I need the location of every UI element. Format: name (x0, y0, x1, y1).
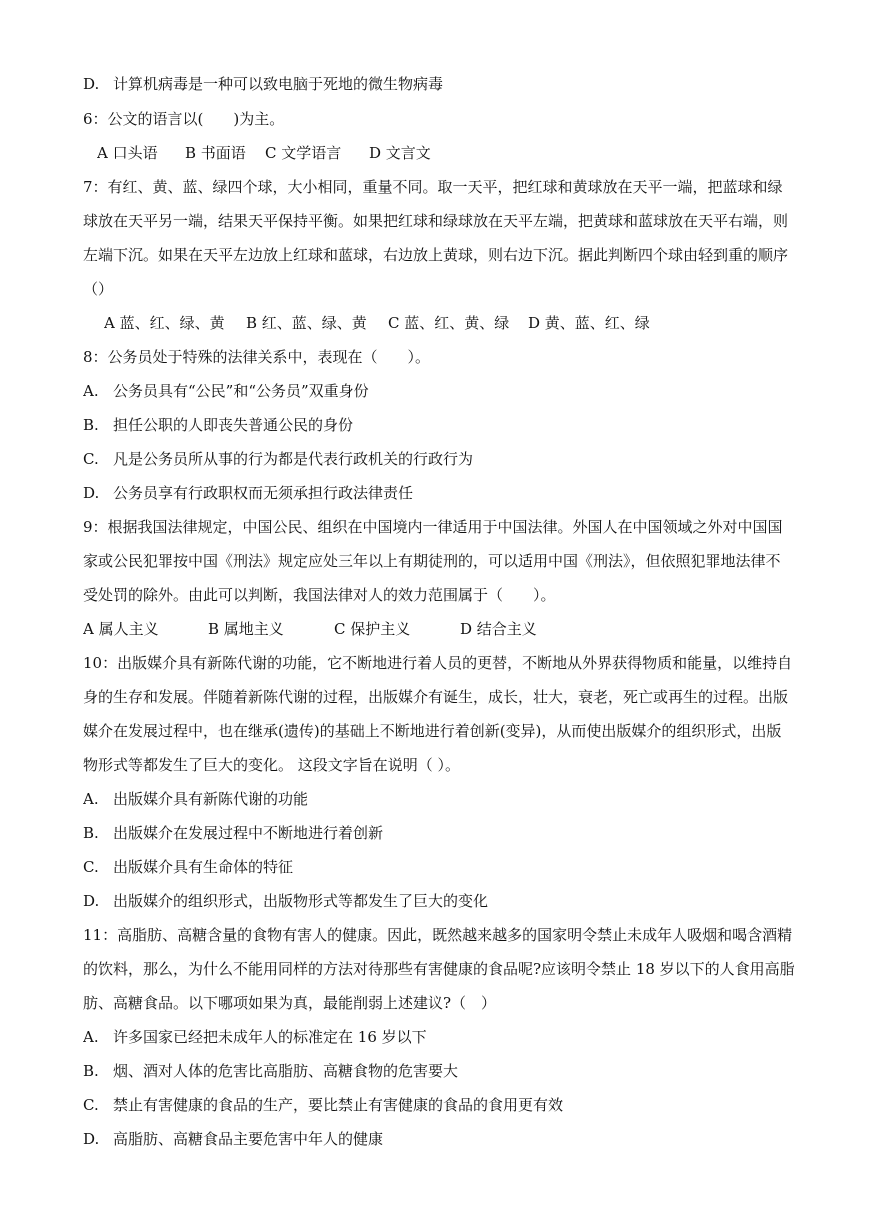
option-text: 计算机病毒是一种可以致电脑于死地的微生物病毒 (113, 75, 444, 93)
q6-option-c: C 文学语言 (265, 144, 342, 162)
q6-option-d: D 文言文 (369, 144, 431, 162)
q9-options (83, 619, 803, 639)
option-letter: C. (83, 1096, 99, 1114)
q11-stem-line-1: 11：高脂肪、高糖含量的食物有害人的健康。因此，既然越来越多的国家明令禁止未成年人吸烟和喝含酒精 (83, 926, 793, 944)
q6-option-b: B 书面语 (185, 144, 246, 162)
q10-stem-line-4: 物形式等都发生了巨大的变化。 这段文字旨在说明（ ）。 (83, 756, 461, 774)
q10-option-d (83, 891, 803, 911)
q10-stem-line-1: 10：出版媒介具有新陈代谢的功能，它不断地进行着人员的更替，不断地从外界获得物质和能量，以维持自 (83, 654, 793, 672)
option-letter: A. (83, 382, 99, 400)
q9-stem-line-3: 受处罚的除外。由此可以判断，我国法律对人的效力范围属于（ ）。 (83, 586, 556, 604)
q7-stem-line-2: 球放在天平另一端，结果天平保持平衡。如果把红球和绿球放在天平左端，把黄球和蓝球放在天平右端，则 (83, 212, 789, 230)
option-text: 出版媒介具有新陈代谢的功能 (113, 790, 309, 808)
q9-option-d: D 结合主义 (460, 620, 537, 638)
q7-stem-line-1: 7：有红、黄、蓝、绿四个球，大小相同，重量不同。取一天平，把红球和黄球放在天平一端，把蓝球和绿 (83, 178, 783, 196)
q10-option-a (83, 789, 803, 809)
q8-stem: 8：公务员处于特殊的法律关系中，表现在（ ）。 (83, 348, 431, 366)
option-text: 许多国家已经把未成年人的标准定在 16 岁以下 (113, 1028, 427, 1046)
q8-option-b (83, 415, 803, 435)
q7-option-a: A 蓝、红、绿、黄 (104, 314, 225, 332)
q10-option-b (83, 823, 803, 843)
option-text: 公务员享有行政职权而无须承担行政法律责任 (113, 484, 414, 502)
option-text: 出版媒介在发展过程中不断地进行着创新 (113, 824, 384, 842)
option-letter: C. (83, 450, 99, 468)
q10-stem-line-3: 媒介在发展过程中，也在继承(遗传)的基础上不断地进行着创新(变异)，从而使出版媒介的组织形式，出版 (83, 722, 782, 740)
option-text: 担任公职的人即丧失普通公民的身份 (113, 416, 354, 434)
q9-stem-line-2: 家或公民犯罪按中国《刑法》规定应处三年以上有期徒刑的，可以适用中国《刑法》，但依照犯罪地法律不 (83, 552, 781, 570)
option-text: 出版媒介的组织形式，出版物形式等都发生了巨大的变化 (113, 892, 489, 910)
option-text: 禁止有害健康的食品的生产，要比禁止有害健康的食品的食用更有效 (113, 1096, 564, 1114)
q11-option-c (83, 1095, 803, 1115)
option-letter: D. (83, 892, 100, 910)
q7-option-d: D 黄、蓝、红、绿 (528, 314, 650, 332)
q6-options (97, 143, 817, 163)
option-letter: C. (83, 858, 99, 876)
q5-option-d (83, 74, 803, 94)
q8-option-d (83, 483, 803, 503)
q8-option-a (83, 381, 803, 401)
option-letter: A. (83, 1028, 99, 1046)
q9-option-a: A 属人主义 (83, 620, 159, 638)
q9-option-b: B 属地主义 (208, 620, 284, 638)
option-letter: D. (83, 1130, 100, 1148)
q6-stem: 6：公文的语言以( )为主。 (83, 110, 285, 128)
q6-option-a: A 口头语 (97, 144, 158, 162)
q7-options (104, 313, 824, 333)
option-text: 凡是公务员所从事的行为都是代表行政机关的行政行为 (113, 450, 474, 468)
option-text: 烟、酒对人体的危害比高脂肪、高糖食物的危害要大 (113, 1062, 459, 1080)
q11-stem-line-3: 肪、高糖食品。以下哪项如果为真，最能削弱上述建议?（ ） (83, 994, 497, 1012)
option-letter: B. (83, 416, 99, 434)
q10-option-c (83, 857, 803, 877)
q11-stem-line-2: 的饮料，那么，为什么不能用同样的方法对待那些有害健康的食品呢?应该明令禁止 18 岁以下的人食用高脂 (83, 960, 795, 978)
q9-option-c: C 保护主义 (334, 620, 411, 638)
option-text: 出版媒介具有生命体的特征 (113, 858, 294, 876)
option-text: 公务员具有“公民”和“公务员”双重身份 (113, 382, 369, 400)
q8-option-c (83, 449, 803, 469)
q7-stem-line-3: 左端下沉。如果在天平左边放上红球和蓝球，右边放上黄球，则右边下沉。据此判断四个球由轻到重的顺序 (83, 246, 789, 264)
q7-option-b: B 红、蓝、绿、黄 (246, 314, 367, 332)
option-letter: D. (83, 484, 100, 502)
q11-option-d (83, 1129, 803, 1149)
option-letter: B. (83, 824, 99, 842)
q11-option-b (83, 1061, 803, 1081)
option-letter: B. (83, 1062, 99, 1080)
q7-option-c: C 蓝、红、黄、绿 (388, 314, 510, 332)
q7-stem-line-4: （） (83, 280, 114, 298)
option-text: 高脂肪、高糖食品主要危害中年人的健康 (113, 1130, 384, 1148)
q11-option-a (83, 1027, 803, 1047)
q10-stem-line-2: 身的生存和发展。伴随着新陈代谢的过程，出版媒介有诞生，成长，壮大，衰老，死亡或再生的过程。出版 (83, 688, 789, 706)
option-letter: A. (83, 790, 99, 808)
q9-stem-line-1: 9：根据我国法律规定，中国公民、组织在中国境内一律适用于中国法律。外国人在中国领域之外对中国国 (83, 518, 783, 536)
option-letter: D. (83, 75, 100, 93)
